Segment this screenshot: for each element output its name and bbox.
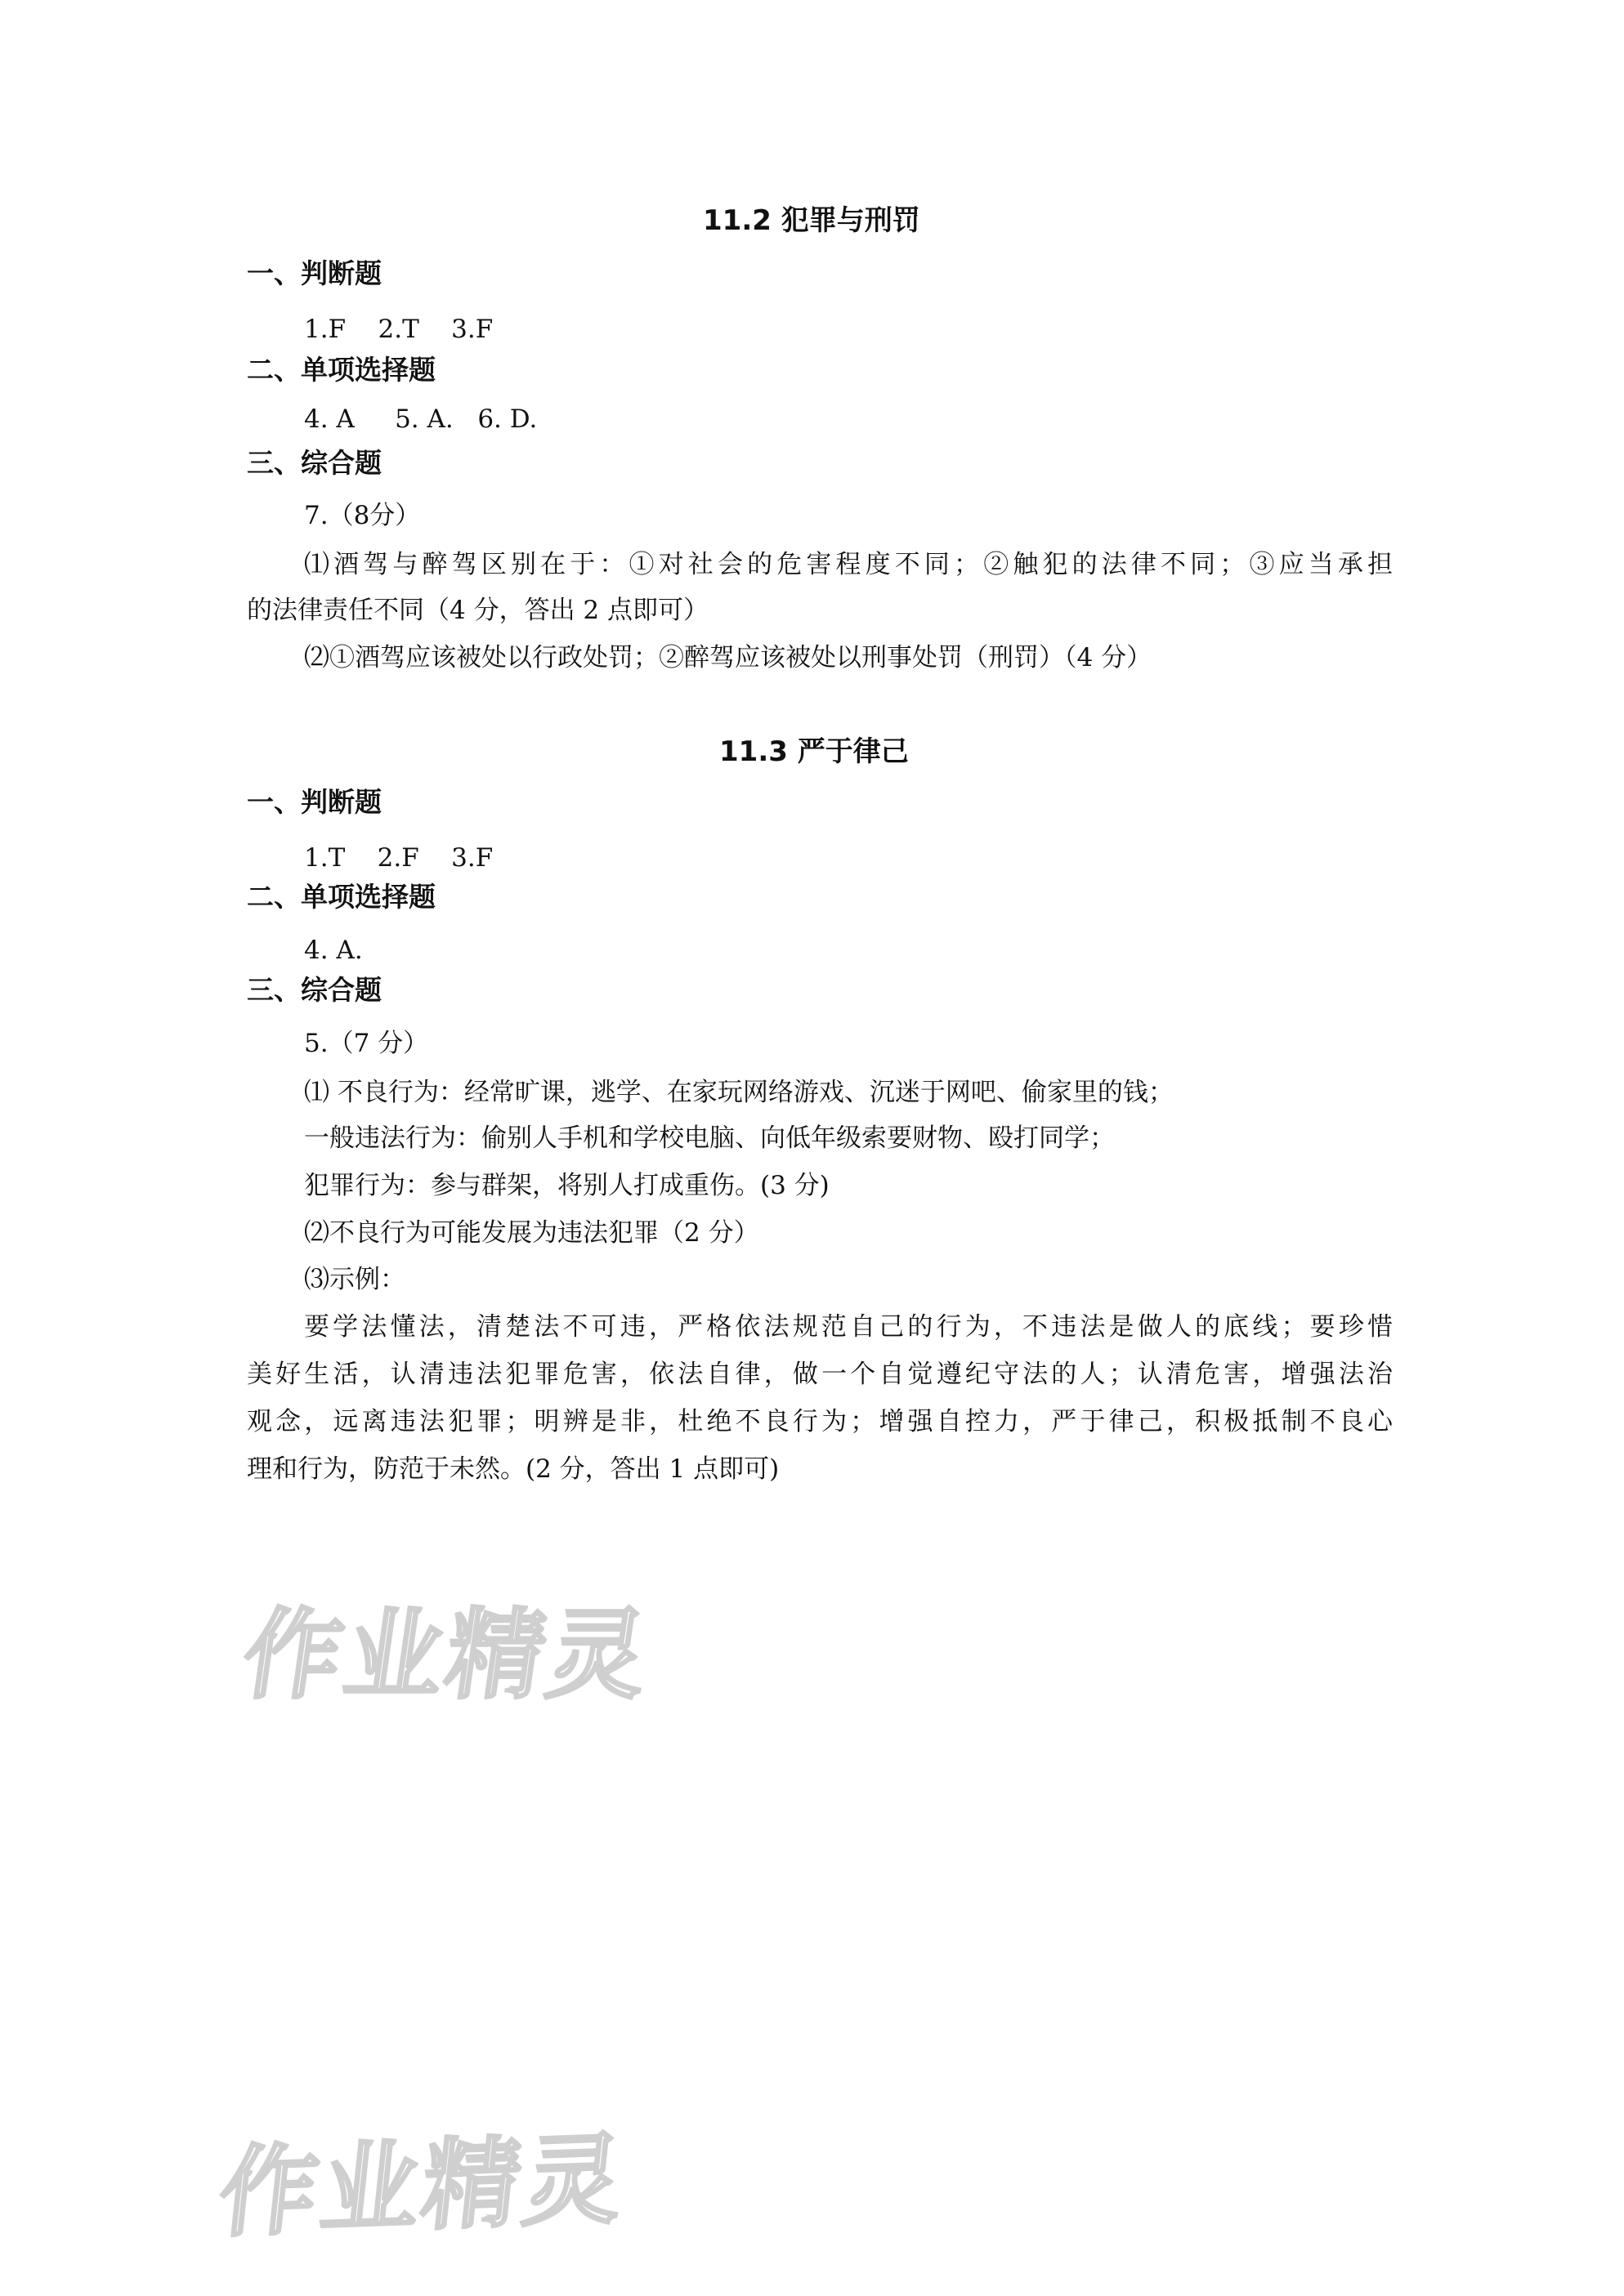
q5-part2: ⑵不良行为可能发展为违法犯罪（2 分） xyxy=(304,1218,759,1248)
heading-comprehensive-2: 三、综合题 xyxy=(247,974,382,1006)
watermark-logo-lower: 作业精灵 xyxy=(213,2123,632,2251)
q5-part1-line2: 一般违法行为：偷别人手机和学校电脑、向低年级索要财物、殴打同学； xyxy=(304,1123,1115,1153)
heading-choice-1: 二、单项选择题 xyxy=(247,354,436,386)
q5-part3-line4: 理和行为，防范于未然。(2 分，答出 1 点即可) xyxy=(247,1454,780,1484)
q5-part3-line3: 观念，远离违法犯罪；明辨是非，杜绝不良行为；增强自控力，严于律己，积极抵制不良心 xyxy=(247,1407,1393,1436)
watermark-logo-upper: 作业精灵 xyxy=(235,1599,658,1713)
answer-judgment-2: 1.T 2.F 3.F xyxy=(304,843,494,873)
q5-part3-label: ⑶示例： xyxy=(304,1265,405,1294)
heading-judgment-1: 一、判断题 xyxy=(247,257,382,289)
answer-choice-2: 4. A. xyxy=(304,936,363,965)
heading-comprehensive-1: 三、综合题 xyxy=(247,447,382,479)
q7-part1-line2: 的法律责任不同（4 分，答出 2 点即可） xyxy=(247,596,709,625)
answer-choice-1: 4. A 5. A. 6. D. xyxy=(304,404,538,434)
heading-choice-2: 二、单项选择题 xyxy=(247,881,436,913)
q5-part1-line3: 犯罪行为：参与群架，将别人打成重伤。(3 分) xyxy=(304,1171,830,1200)
question-7: 7.（8分） xyxy=(304,501,421,530)
q5-part3-line2: 美好生活，认清违法犯罪危害，依法自律，做一个自觉遵纪守法的人；认清危害，增强法治 xyxy=(247,1360,1393,1389)
answer-judgment-1: 1.F 2.T 3.F xyxy=(304,315,494,344)
q5-part1-line1: ⑴ 不良行为：经常旷课，逃学、在家玩网络游戏、沉迷于网吧、偷家里的钱； xyxy=(304,1078,1174,1107)
section-title-11-3: 11.3 严于律己 xyxy=(719,735,909,768)
q7-part1-line1: ⑴酒驾与醉驾区别在于：①对社会的危害程度不同；②触犯的法律不同；③应当承担 xyxy=(304,550,1393,579)
heading-judgment-2: 一、判断题 xyxy=(247,786,382,818)
q5-part3-line1: 要学法懂法，清楚法不可违，严格依法规范自己的行为，不违法是做人的底线；要珍惜 xyxy=(304,1312,1393,1342)
section-title-11-2: 11.2 犯罪与刑罚 xyxy=(703,204,920,237)
question-5: 5.（7 分） xyxy=(304,1029,429,1058)
q7-part2: ⑵①酒驾应该被处以行政处罚；②醉驾应该被处以刑事处罚（刑罚）（4 分） xyxy=(304,643,1152,672)
